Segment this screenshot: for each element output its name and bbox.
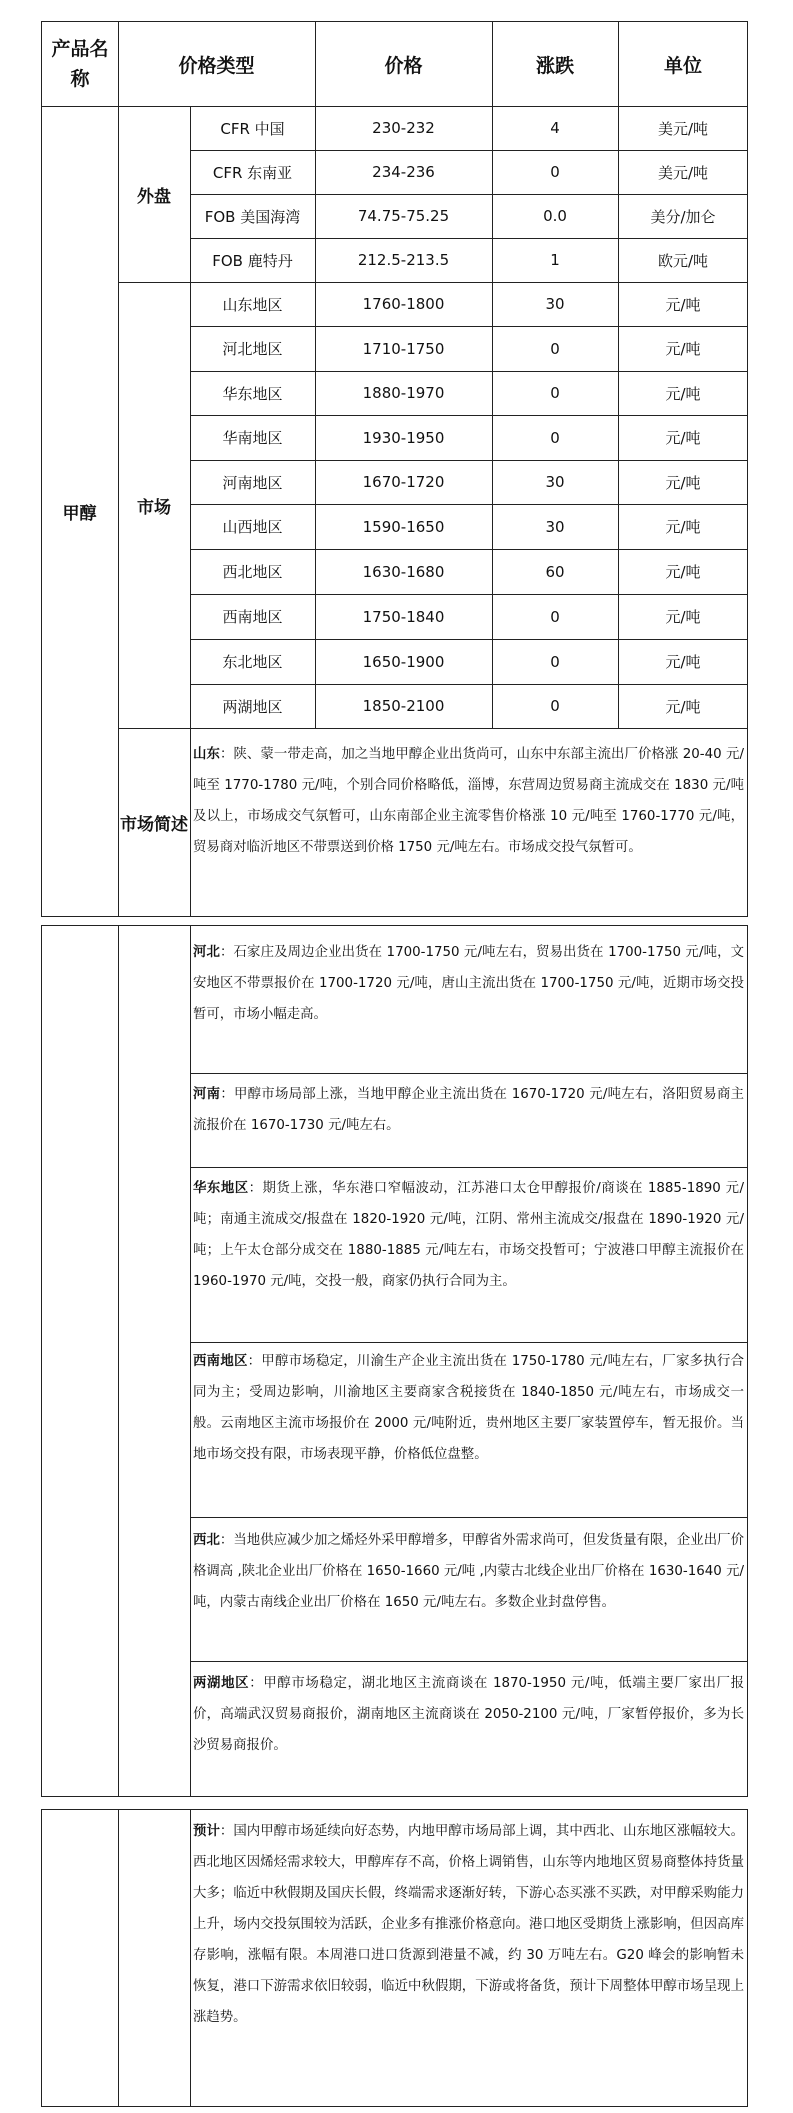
summary-label: 河北 [193, 945, 221, 960]
summary-label: 山东 [193, 747, 220, 762]
row-change: 0 [550, 339, 560, 358]
summary-label: 河南 [193, 1087, 221, 1102]
summary-label: 华东地区 [193, 1181, 249, 1196]
table-divider [190, 925, 191, 1797]
group-label-summary: 市场简述 [120, 815, 188, 835]
header-change: 涨跌 [535, 54, 574, 77]
summary-label: 西南地区 [193, 1354, 248, 1369]
row-unit: 美元/吨 [657, 119, 709, 138]
product-label: 甲醇 [62, 504, 97, 524]
row-name: 河南地区 [222, 473, 283, 492]
header-product-name: 产品名称 [51, 38, 109, 90]
row-name: CFR 中国 [220, 119, 285, 138]
row-name: 华东地区 [222, 384, 283, 403]
row-unit: 元/吨 [665, 518, 701, 536]
row-change: 30 [545, 295, 565, 313]
row-price: 230-232 [372, 119, 435, 137]
row-unit: 元/吨 [665, 563, 701, 581]
group-label-outer: 外盘 [137, 186, 171, 207]
header-price: 价格 [384, 54, 423, 77]
row-unit: 元/吨 [665, 608, 701, 626]
summary-forecast [193, 1816, 744, 2033]
row-price: 1590-1650 [362, 517, 445, 536]
row-name: CFR 东南亚 [212, 163, 293, 182]
row-unit: 元/吨 [665, 429, 701, 447]
table-divider [190, 1342, 748, 1343]
summary-hebei [193, 937, 744, 1030]
summary-text: ：石家庄及周边企业出货在 1700-1750 元/吨左右，贸易出货在 1700-1750 元/吨，文安地区不带票报价在 1700-1720 元/吨，唐山主流出货在 1700-1750 元/吨，近期市场交投暂可，市场小幅走高。 [193, 945, 744, 1022]
summary-shandong [193, 739, 744, 863]
table-divider [190, 1517, 748, 1518]
summary-text: ：陕、蒙一带走高，加之当地甲醇企业出货尚可，山东中东部主流出厂价格涨 20-40 元/吨至 1770-1780 元/吨，个别合同价格略低，淄博，东营周边贸易商主流成交在 1830 元/吨及以上，市场成交气氛暂可，山东南部企业主流零售价格涨 10 元/吨至 1760-1770 元/吨，贸易商对临沂地区不带票送到价格 1750 元/吨左右。市场成交投气氛暂可。 [193, 747, 744, 855]
row-change: 0.0 [543, 207, 567, 225]
row-price: 1930-1950 [362, 428, 445, 447]
table-divider [190, 1809, 191, 2107]
summary-text: ：甲醇市场局部上涨，当地甲醇企业主流出货在 1670-1720 元/吨左右，洛阳贸易商主流报价在 1670-1730 元/吨左右。 [193, 1087, 745, 1133]
row-price: 1750-1840 [362, 607, 445, 626]
row-unit: 元/吨 [665, 653, 701, 671]
row-price: 212.5-213.5 [357, 251, 450, 269]
row-unit: 元/吨 [665, 340, 701, 358]
summary-southwest [193, 1346, 744, 1470]
row-change: 0 [550, 384, 560, 402]
row-name: 两湖地区 [222, 697, 283, 716]
header-unit: 单位 [663, 54, 702, 77]
table-divider [190, 1073, 748, 1074]
row-change: 1 [550, 251, 560, 269]
row-unit: 美分/加仑 [650, 207, 716, 226]
row-name: 东北地区 [222, 653, 283, 671]
summary-henan [193, 1079, 744, 1141]
row-price: 1670-1720 [362, 473, 445, 491]
row-name: 西北地区 [222, 563, 283, 581]
summary-label: 预计 [193, 1824, 220, 1839]
row-price: 1880-1970 [362, 384, 445, 402]
table-divider [118, 925, 119, 1797]
row-change: 0 [550, 697, 560, 715]
row-unit: 元/吨 [665, 697, 701, 716]
row-price: 1760-1800 [362, 295, 445, 313]
row-change: 30 [545, 517, 565, 536]
row-name: 华南地区 [222, 429, 283, 447]
row-unit: 元/吨 [665, 295, 701, 314]
row-unit: 元/吨 [665, 473, 701, 492]
row-change: 4 [550, 119, 560, 137]
row-price: 234-236 [372, 163, 435, 181]
summary-text: ：甲醇市场稳定，川渝生产企业主流出货在 1750-1780 元/吨左右，厂家多执行合同为主；受周边影响，川渝地区主要商家含税接货在 1840-1850 元/吨左右，市场成交一般。云南地区主流市场报价在 2000 元/吨附近，贵州地区主要厂家装置停车，暂无报价。当地市场交投有限，市场表现平静，价格低位盘整。 [193, 1354, 744, 1462]
summary-label: 两湖地区 [193, 1676, 250, 1691]
header-price-type: 价格类型 [178, 54, 255, 77]
row-change: 0 [550, 607, 560, 626]
row-unit: 美元/吨 [657, 163, 709, 182]
row-change: 0 [550, 163, 560, 181]
row-price: 1630-1680 [362, 562, 445, 581]
table-divider [190, 1661, 748, 1662]
row-price: 74.75-75.25 [357, 207, 450, 225]
row-change: 0 [550, 652, 560, 671]
summary-text: ：当地供应减少加之烯烃外采甲醇增多，甲醇省外需求尚可，但发货量有限，企业出厂价格调高 ,陕北企业出厂价格在 1650-1660 元/吨 ,内蒙古北线企业出厂价格在 1630-1640 元/吨，内蒙古南线企业出厂价格在 1650 元/吨左右。多数企业封盘停售。 [193, 1533, 745, 1610]
summary-text: ：甲醇市场稳定，湖北地区主流商谈在 1870-1950 元/吨，低端主要厂家出厂报价，高端武汉贸易商报价，湖南地区主流商谈在 2050-2100 元/吨，厂家暂停报价，多为长沙贸易商报价。 [193, 1676, 744, 1753]
row-change: 60 [545, 562, 565, 581]
row-unit: 元/吨 [665, 384, 701, 403]
group-label-market: 市场 [137, 497, 171, 518]
summary-text: ：期货上涨，华东港口窄幅波动，江苏港口太仓甲醇报价/商谈在 1885-1890 元/吨；南通主流成交/报盘在 1820-1920 元/吨，江阴、常州主流成交/报盘在 1890-1920 元/吨；上午太仓部分成交在 1880-1885 元/吨左右，市场交投暂可；宁波港口甲醇主流报价在 1960-1970 元/吨，交投一般，商家仍执行合同为主。 [193, 1181, 745, 1289]
row-name: 西南地区 [222, 608, 283, 626]
row-unit: 欧元/吨 [657, 251, 709, 270]
row-name: FOB 美国海湾 [204, 207, 301, 226]
table-divider [190, 1167, 748, 1168]
table-divider [118, 728, 748, 729]
summary-label: 西北 [193, 1533, 220, 1548]
summary-northwest [193, 1525, 744, 1618]
row-price: 1850-2100 [362, 697, 445, 715]
row-name: FOB 鹿特丹 [212, 251, 293, 270]
row-price: 1650-1900 [362, 652, 445, 671]
summary-east-china [193, 1173, 744, 1297]
summary-text: ：国内甲醇市场延续向好态势，内地甲醇市场局部上调，其中西北、山东地区涨幅较大。西北地区因烯烃需求较大，甲醇库存不高，价格上调销售，山东等内地地区贸易商整体持货量大多；临近中秋假期及国庆长假，终端需求逐渐好转，下游心态买涨不买跌，对甲醇采购能力上升，场内交投氛围较为活跃，企业多有推涨价格意向。港口地区受期货上涨影响，但因高库存影响，涨幅有限。本周港口进口货源到港量不减，约 30 万吨左右。G20 峰会的影响暂未恢复，港口下游需求依旧较弱，临近中秋假期，下游或将备货，预计下周整体甲醇市场呈现上涨趋势。 [193, 1824, 745, 2025]
summary-lianghu [193, 1668, 744, 1761]
row-name: 山东地区 [222, 295, 283, 314]
row-change: 30 [545, 473, 565, 491]
table-divider [118, 1809, 119, 2107]
row-price: 1710-1750 [362, 339, 445, 358]
row-change: 0 [550, 428, 560, 447]
row-name: 河北地区 [222, 340, 283, 358]
row-name: 山西地区 [222, 518, 283, 536]
